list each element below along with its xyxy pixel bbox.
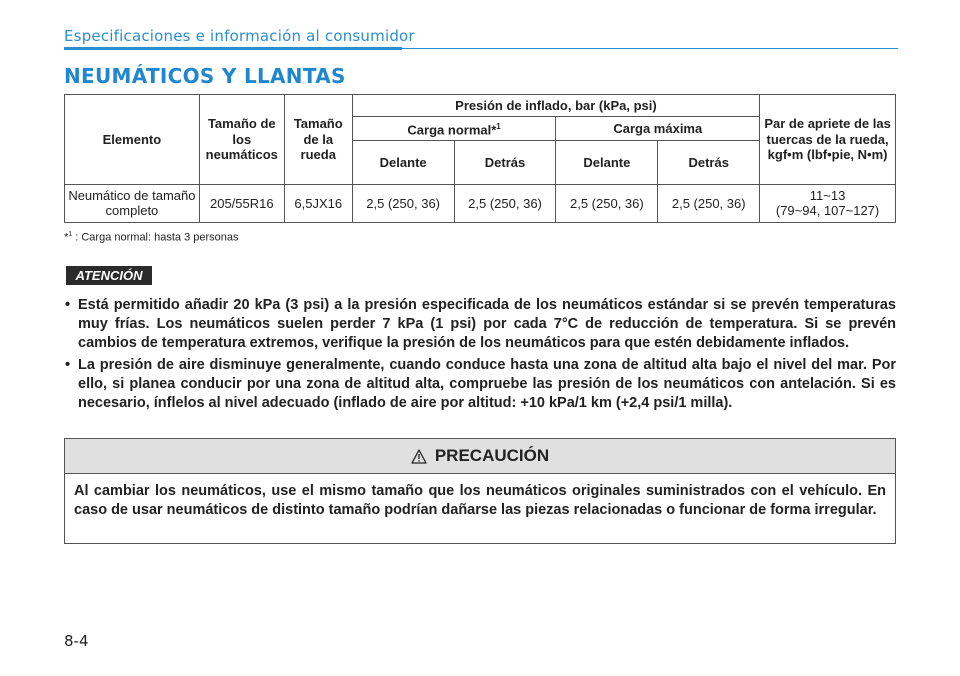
cell-normal-front: 2,5 (250, 36) [352, 184, 454, 222]
header-rule-thin [402, 48, 898, 49]
attention-list [64, 296, 896, 416]
header-tire-size: Tamaño de los neumáticos [199, 95, 284, 185]
page-number: 8-4 [64, 632, 89, 650]
cell-elemento: Neumático de tamaño completo [65, 184, 200, 222]
header-normal-load-label: Carga normal* [407, 122, 497, 138]
cell-torque-line1: 11~13 [809, 187, 846, 203]
bullet-glyph: • [65, 297, 71, 313]
header-wheel-size: Tamaño de la rueda [284, 95, 352, 185]
header-normal-load-sup: 1 [496, 122, 501, 131]
warning-triangle-icon [411, 449, 427, 464]
caution-header [65, 439, 895, 474]
cell-torque-line2: (79~94, 107~127) [775, 203, 880, 219]
cell-max-rear: 2,5 (250, 36) [658, 184, 760, 222]
list-item [64, 356, 896, 413]
bullet-glyph: • [65, 357, 71, 373]
table-row [65, 184, 896, 222]
cell-wheel-size: 6,5JX16 [284, 184, 352, 222]
header-elemento: Elemento [65, 95, 200, 185]
footnote-sup: 1 [68, 231, 73, 238]
caution-title: PRECAUCIÓN [434, 446, 550, 465]
cell-normal-rear: 2,5 (250, 36) [454, 184, 556, 222]
footnote-text: : Carga normal: hasta 3 personas [75, 231, 239, 244]
header-inflation-pressure: Presión de inflado, bar (kPa, psi) [352, 95, 759, 117]
cell-tire-size: 205/55R16 [199, 184, 284, 222]
caution-box [64, 438, 896, 544]
header-lug-nut-torque: Par de apriete de las tuercas de la rueda, kgf•m (lbf•pie, N•m) [760, 95, 896, 185]
attention-item-text: Está permitido añadir 20 kPa (3 psi) a la presión especificada de los neumáticos estándar si se prevén temperaturas muy frías. Los neumáticos suelen perder 7 kPa (1 psi) por cada 7°C de reducción de temperatura. Si se prevén cambios de temperatura extremos, verifique la presión de los neumáticos para que estén debidamente inflados. [78, 297, 896, 351]
tire-spec-table [64, 94, 896, 223]
header-max-front: Delante [556, 140, 658, 184]
page-header-title: Especificaciones e información al consumidor [64, 27, 415, 45]
section-title: NEUMÁTICOS Y LLANTAS [64, 64, 346, 88]
cell-torque [760, 184, 896, 222]
list-item [64, 296, 896, 353]
header-normal-rear: Detrás [454, 140, 556, 184]
header-max-rear: Detrás [658, 140, 760, 184]
footnote-mark: * [64, 231, 69, 244]
header-rule-thick [64, 47, 402, 50]
table-footnote [64, 231, 239, 244]
header-max-load: Carga máxima [556, 117, 760, 141]
attention-badge: ATENCIÓN [66, 266, 152, 285]
header-normal-load [352, 117, 556, 141]
caution-body: Al cambiar los neumáticos, use el mismo tamaño que los neumáticos originales suministrados con el vehículo. En caso de usar neumáticos de distinto tamaño podrían dañarse las piezas relacionadas o funcionar de forma irregular. [74, 483, 886, 518]
cell-max-front: 2,5 (250, 36) [556, 184, 658, 222]
attention-item-text: La presión de aire disminuye generalmente, cuando conduce hasta una zona de altitud alta bajo el nivel del mar. Por ello, si planea conducir por una zona de altitud alta, compruebe las presión de los neumáticos con antelación. Si es necesario, ínflelos al nivel adecuado (inflado de aire por altitud: +10 kPa/1 km (+2,4 psi/1 milla). [78, 357, 896, 411]
header-normal-front: Delante [352, 140, 454, 184]
